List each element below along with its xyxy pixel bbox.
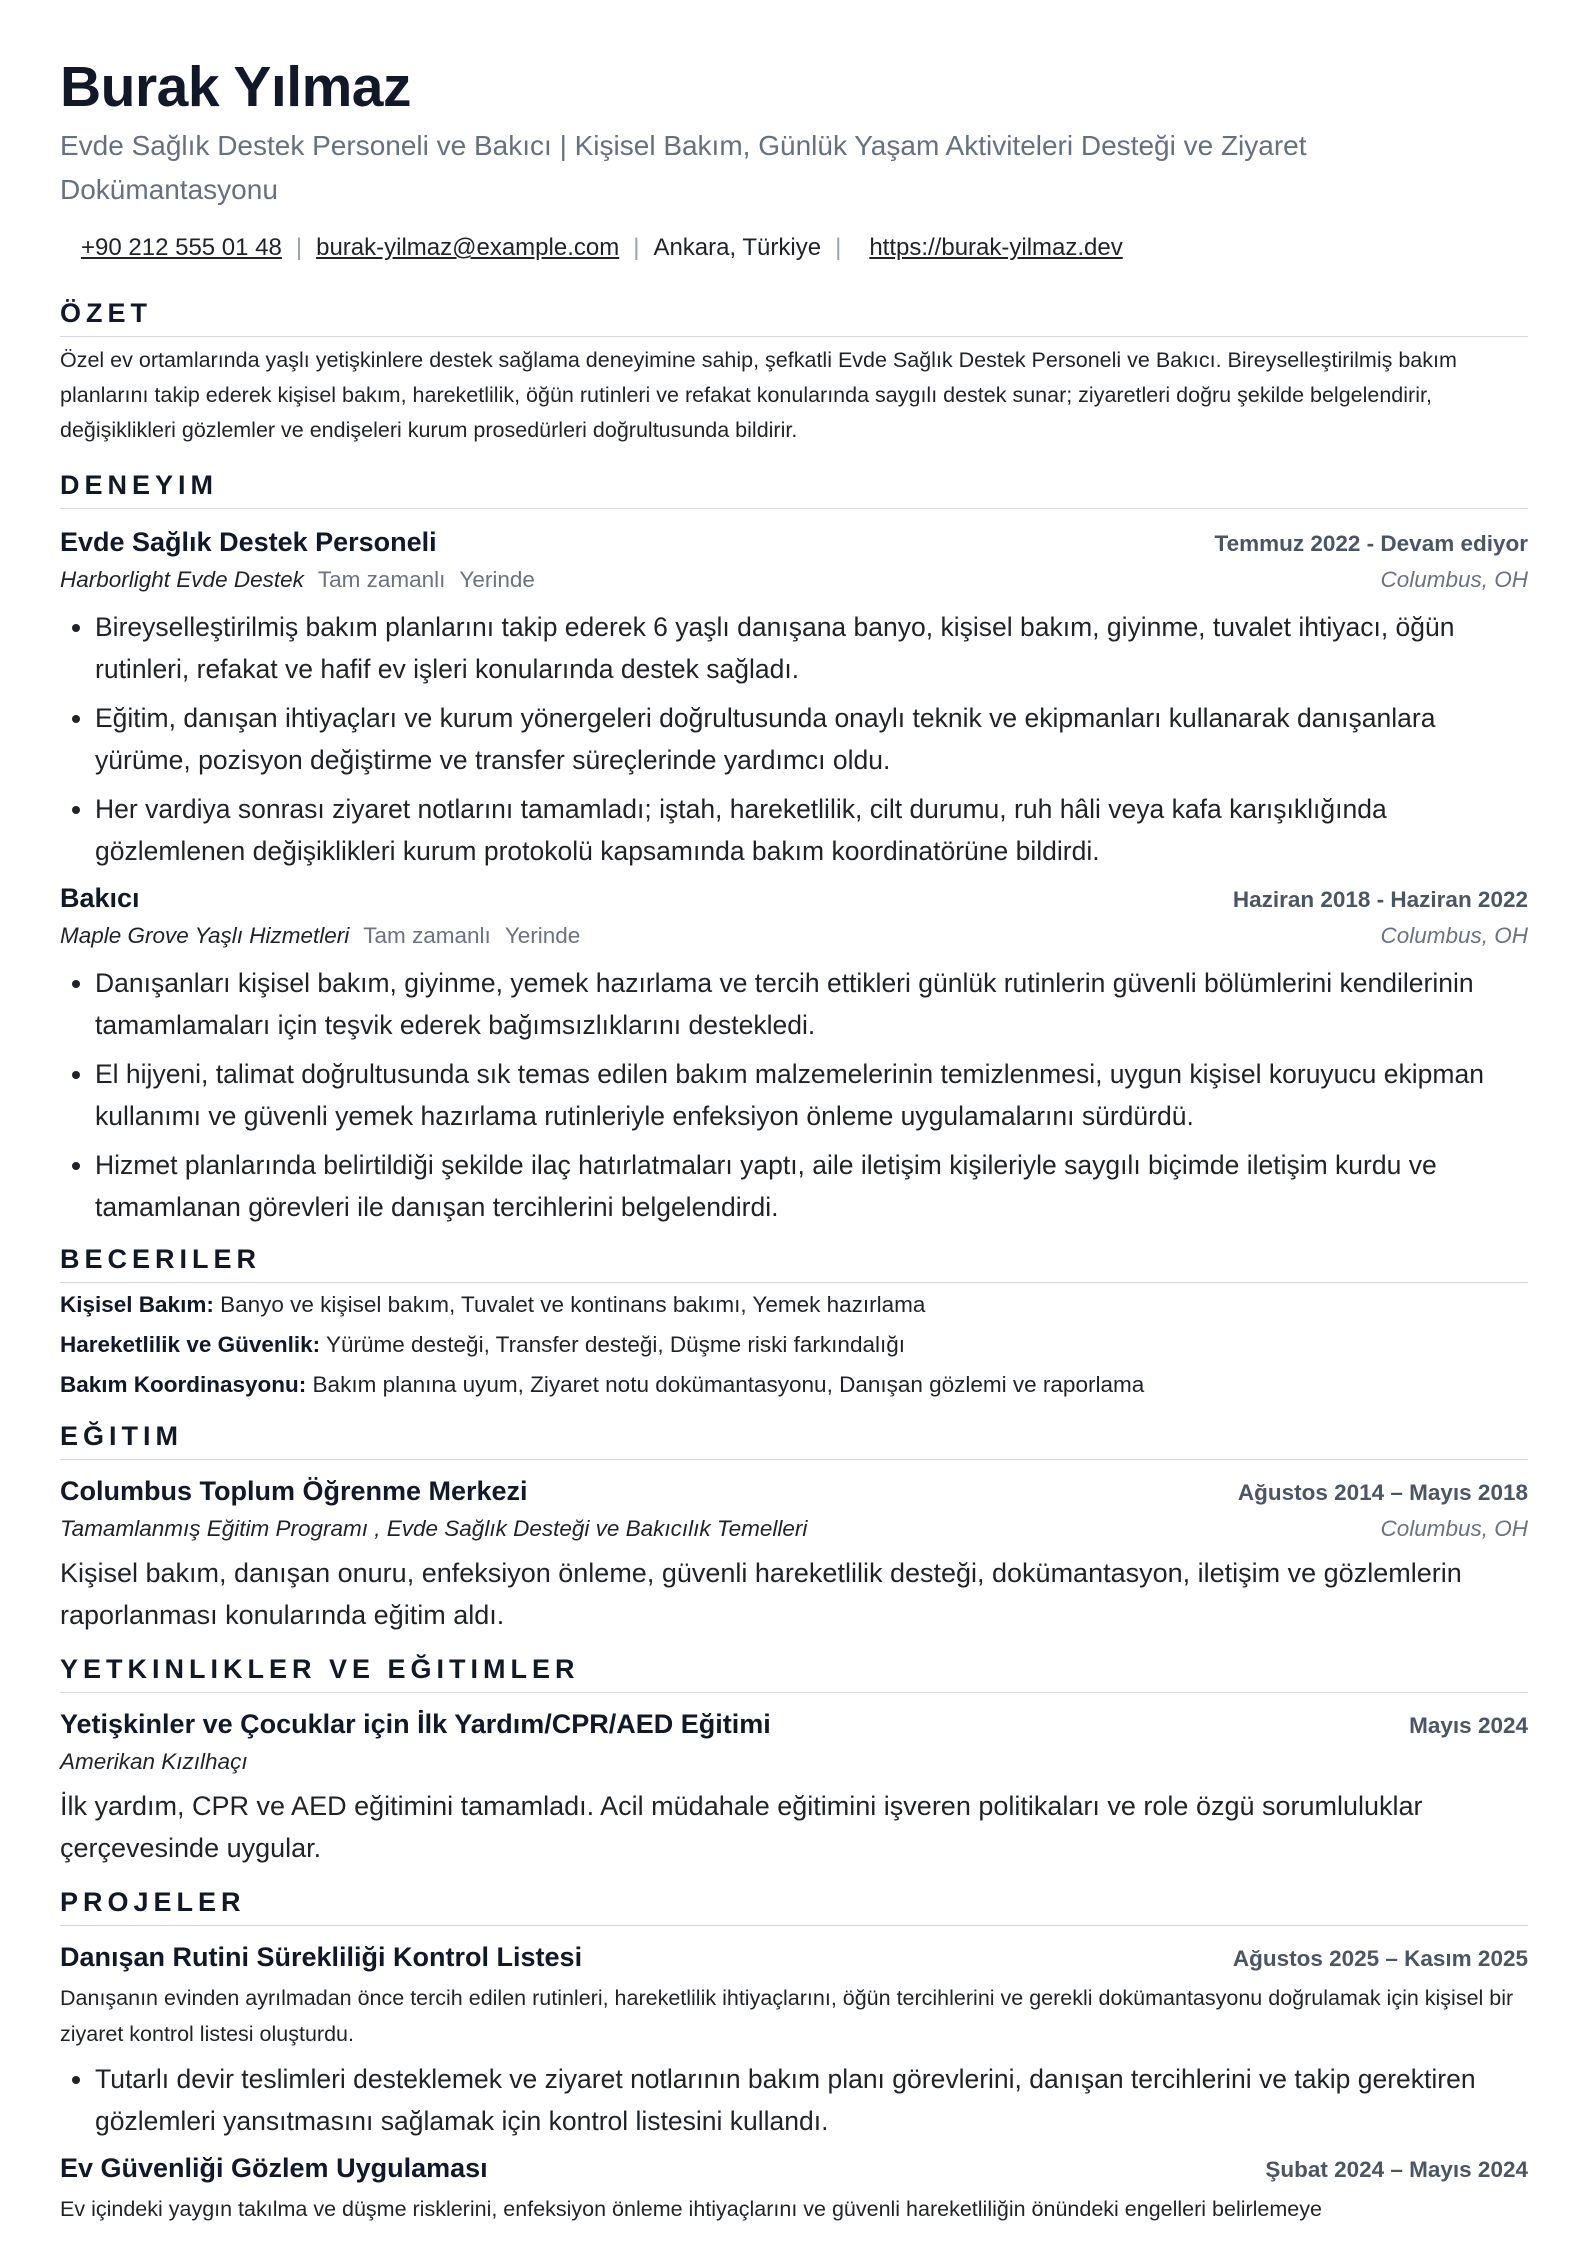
job-bullets bbox=[60, 606, 1528, 872]
job-mode: Yerinde bbox=[459, 567, 535, 592]
school-name: Columbus Toplum Öğrenme Merkezi bbox=[60, 1476, 528, 1506]
skill-row bbox=[60, 1365, 1528, 1405]
skill-label: Bakım Koordinasyonu: bbox=[60, 1372, 307, 1397]
project-bullets bbox=[60, 2058, 1528, 2142]
candidate-headline: Evde Sağlık Destek Personeli ve Bakıcı | Kişisel Bakım, Günlük Yaşam Aktiviteleri Desteği ve Ziyaret Dokümantasyonu bbox=[60, 130, 1307, 205]
skills-section bbox=[60, 1242, 1528, 1405]
job-bullets bbox=[60, 962, 1528, 1228]
contact-separator: | bbox=[835, 234, 842, 261]
job-type: Tam zamanlı bbox=[363, 923, 491, 948]
section-title: EĞITIM bbox=[60, 1419, 1528, 1460]
project-description: Danışanın evinden ayrılmadan önce tercih edilen rutinleri, hareketlilik ihtiyaçlarını, öğün tercihlerini ve gerekli dokümantasyonu doğrulamak için kişisel bir ziyaret kontrol listesi oluşturdu. bbox=[60, 1986, 1514, 2046]
project-header bbox=[60, 2149, 1528, 2189]
education-section bbox=[60, 1419, 1528, 1636]
job-entry bbox=[60, 879, 1528, 1228]
project-dates: Şubat 2024 – Mayıs 2024 bbox=[1265, 2157, 1528, 2182]
section-title: YETKINLIKLER VE EĞITIMLER bbox=[60, 1652, 1528, 1693]
job-location: Columbus, OH bbox=[1380, 567, 1528, 592]
job-type: Tam zamanlı bbox=[317, 567, 446, 592]
phone-link[interactable]: +90 212 555 01 48 bbox=[81, 234, 282, 261]
project-header bbox=[60, 1938, 1528, 1978]
resume-header bbox=[60, 50, 1528, 266]
project-dates: Ağustos 2025 – Kasım 2025 bbox=[1232, 1946, 1528, 1971]
bullet-item: • Danışanları kişisel bakım, giyinme, yemek hazırlama ve tercih ettikleri günlük rutinlerin güvenli bölümlerini kendilerinin tamamlamaları için teşvik ederek bağımsızlıklarını destekledi. bbox=[95, 962, 1528, 1046]
bullet-item: • Her vardiya sonrası ziyaret notlarını tamamladı; iştah, hareketlilik, cilt durumu, ruh hâli veya kafa karışıklığında gözlemlenen değişiklikleri kurum protokolü kapsamında bakım koordinatörüne bildirdi. bbox=[95, 788, 1528, 872]
project-name: Danışan Rutini Sürekliliği Kontrol Listesi bbox=[60, 1942, 583, 1972]
contact-line bbox=[60, 230, 1528, 266]
skill-value: Yürüme desteği, Transfer desteği, Düşme riski farkındalığı bbox=[325, 1332, 905, 1357]
skill-label: Hareketlilik ve Güvenlik: bbox=[60, 1332, 321, 1357]
skill-row bbox=[60, 1285, 1528, 1325]
bullet-item: • Hizmet planlarında belirtildiği şekilde ilaç hatırlatmaları yaptı, aile iletişim kişileriyle saygılı biçimde iletişim kurdu ve tamamlanan görevleri ile danışan tercihlerini belgelendirdi. bbox=[95, 1144, 1528, 1228]
skill-value: Bakım planına uyum, Ziyaret notu dokümantasyonu, Danışan gözlemi ve raporlama bbox=[312, 1372, 1145, 1397]
email-link[interactable]: burak-yilmaz@example.com bbox=[316, 234, 620, 261]
job-org: Maple Grove Yaşlı Hizmetleri bbox=[60, 923, 350, 948]
job-dates: Haziran 2018 - Haziran 2022 bbox=[1232, 887, 1528, 912]
bullet-item: • Eğitim, danışan ihtiyaçları ve kurum yönergeleri doğrultusunda onaylı teknik ve ekipmanları kullanarak danışanlara yürüme, pozisyon değiştirme ve transfer süreçlerinde yardımcı oldu. bbox=[95, 697, 1528, 781]
website-link[interactable]: https://burak-yilmaz.dev bbox=[869, 234, 1123, 261]
section-title: PROJELER bbox=[60, 1885, 1528, 1926]
job-role: Bakıcı bbox=[60, 883, 140, 913]
education-header bbox=[60, 1472, 1528, 1512]
job-location: Columbus, OH bbox=[1380, 923, 1528, 948]
project-entry bbox=[60, 1938, 1528, 2142]
candidate-name: Burak Yılmaz bbox=[60, 55, 411, 119]
skill-value: Banyo ve kişisel bakım, Tuvalet ve kontinans bakımı, Yemek hazırlama bbox=[220, 1292, 926, 1317]
certification-entry bbox=[60, 1705, 1528, 1869]
job-mode: Yerinde bbox=[504, 923, 581, 948]
experience-section bbox=[60, 468, 1528, 1228]
job-subheader bbox=[60, 563, 1528, 600]
certification-subheader bbox=[60, 1745, 1528, 1779]
bullet-item: • Tutarlı devir teslimleri desteklemek ve ziyaret notlarının bakım planı görevlerini, danışan tercihlerini ve takip gerektiren gözlemleri yansıtmasını sağlamak için kontrol listesini kullandı. bbox=[95, 2058, 1528, 2142]
certifications-section bbox=[60, 1652, 1528, 1869]
certification-issuer: Amerikan Kızılhaçı bbox=[60, 1749, 248, 1774]
job-dates: Temmuz 2022 - Devam ediyor bbox=[1214, 531, 1528, 556]
contact-separator: | bbox=[295, 234, 303, 261]
job-org: Harborlight Evde Destek bbox=[60, 567, 304, 592]
certification-header bbox=[60, 1705, 1528, 1745]
section-title: ÖZET bbox=[60, 296, 1528, 337]
summary-section bbox=[60, 296, 1528, 448]
project-entry bbox=[60, 2149, 1528, 2227]
certification-date: Mayıs 2024 bbox=[1409, 1713, 1528, 1738]
job-header bbox=[60, 879, 1528, 919]
job-role: Evde Sağlık Destek Personeli bbox=[60, 527, 437, 557]
skills-list bbox=[60, 1285, 1528, 1405]
project-description: Ev içindeki yaygın takılma ve düşme risklerini, enfeksiyon önleme ihtiyaçlarını ve güvenli hareketliliğin önündeki engelleri belirlemeye bbox=[60, 2197, 1322, 2221]
education-dates: Ağustos 2014 – Mayıs 2018 bbox=[1237, 1480, 1528, 1505]
education-description: Kişisel bakım, danışan onuru, enfeksiyon önleme, güvenli hareketlilik desteği, dokümantasyon, iletişim ve gözlemlerin raporlanması konularında eğitim aldı. bbox=[60, 1558, 1462, 1630]
education-location: Columbus, OH bbox=[1380, 1516, 1528, 1541]
contact-separator: | bbox=[633, 234, 640, 261]
certification-description: İlk yardım, CPR ve AED eğitimini tamamladı. Acil müdahale eğitimini işveren politikaları ve role özgü sorumluluklar çerçevesinde uygular. bbox=[60, 1791, 1423, 1863]
job-subheader bbox=[60, 919, 1528, 956]
education-subheader bbox=[60, 1512, 1528, 1546]
summary-text: Özel ev ortamlarında yaşlı yetişkinlere destek sağlama deneyimine sahip, şefkatli Evde Sağlık Destek Personeli ve Bakıcı. Bireyselleştirilmiş bakım planlarını takip ederek kişisel bakım, hareketlilik, öğün rutinleri ve refakat konularında saygılı destek sunar; ziyaretleri doğru şekilde belgelendirir, değişiklikleri gözlemler ve endişeleri kurum prosedürleri doğrultusunda bildirir. bbox=[60, 348, 1457, 442]
section-title: DENEYIM bbox=[60, 468, 1528, 509]
job-entry bbox=[60, 523, 1528, 872]
bullet-item: • Bireyselleştirilmiş bakım planlarını takip ederek 6 yaşlı danışana banyo, kişisel bakım, giyinme, tuvalet ihtiyacı, öğün rutinleri, refakat ve hafif ev işleri konularında destek sağladı. bbox=[95, 606, 1528, 690]
bullet-item: • El hijyeni, talimat doğrultusunda sık temas edilen bakım malzemelerinin temizlenmesi, uygun kişisel koruyucu ekipman kullanımı ve güvenli yemek hazırlama rutinleriyle enfeksiyon önleme uygulamalarını sürdürdü. bbox=[95, 1053, 1528, 1137]
section-title: BECERILER bbox=[60, 1242, 1528, 1283]
education-program: Tamamlanmış Eğitim Programı , Evde Sağlık Desteği ve Bakıcılık Temelleri bbox=[60, 1516, 808, 1541]
education-entry bbox=[60, 1472, 1528, 1636]
projects-section bbox=[60, 1885, 1528, 2227]
location-text: Ankara, Türkiye bbox=[653, 234, 822, 261]
job-header bbox=[60, 523, 1528, 563]
project-name: Ev Güvenliği Gözlem Uygulaması bbox=[60, 2153, 488, 2183]
skill-label: Kişisel Bakım: bbox=[60, 1292, 214, 1317]
certification-name: Yetişkinler ve Çocuklar için İlk Yardım/CPR/AED Eğitimi bbox=[60, 1709, 771, 1739]
skill-row bbox=[60, 1325, 1528, 1365]
